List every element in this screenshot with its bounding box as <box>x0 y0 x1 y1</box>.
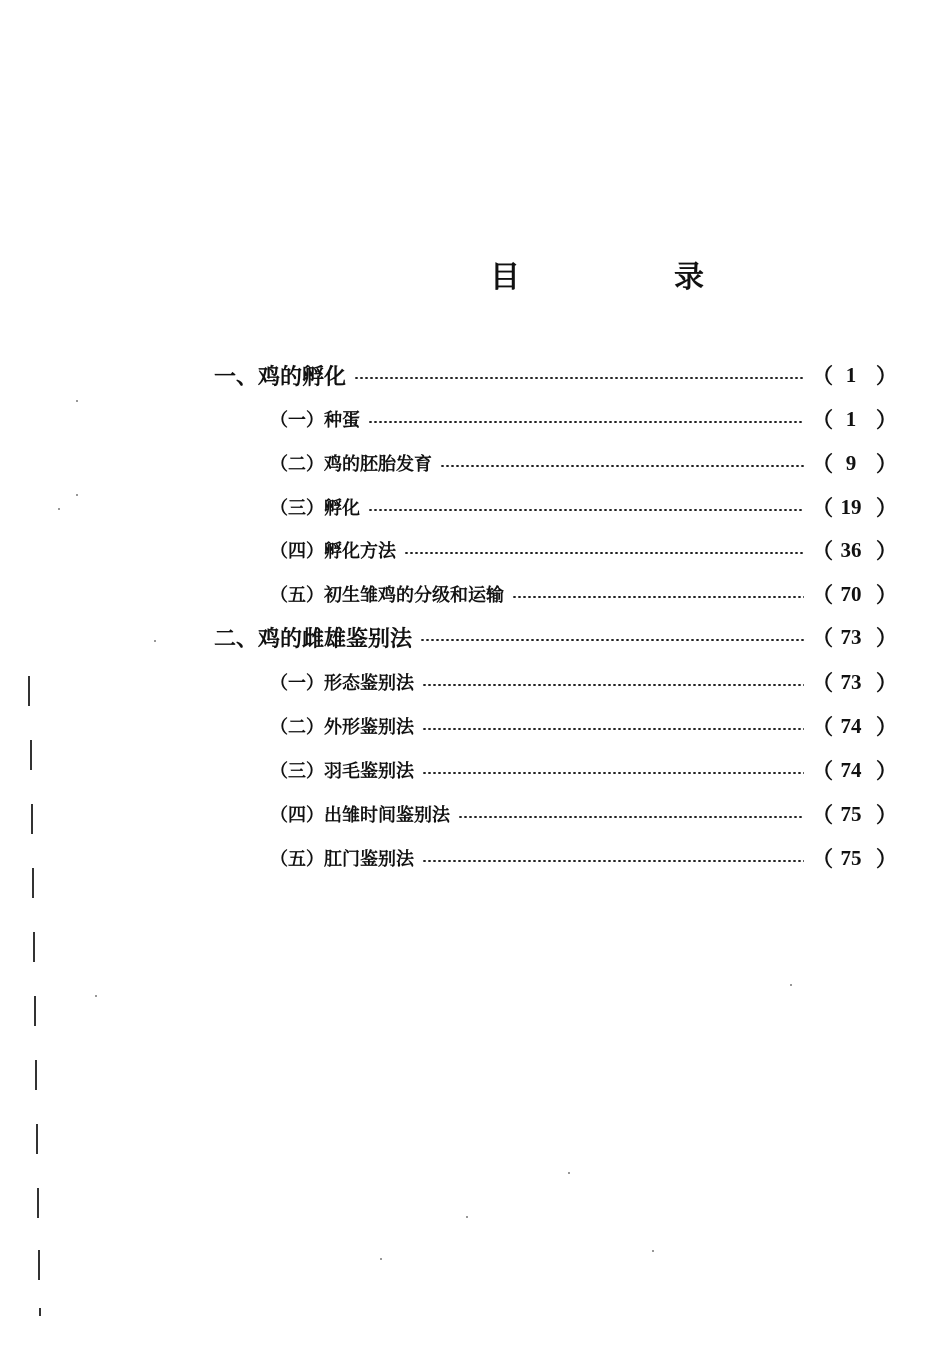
close-paren: ） <box>876 408 897 432</box>
close-paren: ） <box>876 847 897 871</box>
close-paren: ） <box>876 671 897 695</box>
close-paren: ） <box>876 626 897 650</box>
open-paren: （ <box>812 671 833 695</box>
close-paren: ） <box>876 583 897 607</box>
toc-chapter <box>214 620 897 654</box>
binding-mark <box>39 1308 41 1316</box>
toc-section <box>270 577 897 611</box>
toc-page-number: 36 <box>840 537 862 562</box>
scan-speck <box>380 1258 382 1260</box>
toc-page-ref <box>812 622 897 652</box>
toc-section <box>270 797 897 831</box>
toc-page-ref <box>812 579 897 609</box>
toc-page-ref <box>812 448 897 478</box>
close-paren: ） <box>876 759 897 783</box>
open-paren: （ <box>812 803 833 827</box>
toc-page-ref <box>812 711 897 741</box>
binding-mark <box>36 1124 38 1154</box>
toc-page-ref <box>812 492 897 522</box>
toc-entry-label: （四）孵化方法 <box>270 541 396 562</box>
scan-speck <box>466 1216 468 1218</box>
toc-page-number: 70 <box>840 581 862 606</box>
scan-speck <box>568 1172 570 1174</box>
toc-entry-label: （一）种蛋 <box>270 410 360 431</box>
scan-speck <box>76 494 78 496</box>
binding-mark <box>38 1250 40 1280</box>
dot-leader <box>368 509 804 511</box>
binding-mark <box>34 996 36 1026</box>
open-paren: （ <box>812 452 833 476</box>
close-paren: ） <box>876 496 897 520</box>
toc-page-number: 9 <box>845 450 857 475</box>
binding-mark <box>30 740 32 770</box>
toc-section <box>270 709 897 743</box>
toc-page-number: 75 <box>840 801 862 826</box>
toc-page-ref <box>812 843 897 873</box>
toc-entry-label: （五）初生雏鸡的分级和运输 <box>270 585 504 606</box>
toc-page-number: 74 <box>840 713 862 738</box>
toc-page-number: 75 <box>840 845 862 870</box>
toc-entry-label: （四）出雏时间鉴别法 <box>270 805 450 826</box>
open-paren: （ <box>812 539 833 563</box>
dot-leader <box>422 684 804 686</box>
close-paren: ） <box>876 539 897 563</box>
toc-entry-label: （二）外形鉴别法 <box>270 717 414 738</box>
toc-entry-label: （三）羽毛鉴别法 <box>270 761 414 782</box>
open-paren: （ <box>812 847 833 871</box>
binding-mark <box>33 932 35 962</box>
toc-page-ref <box>812 535 897 565</box>
toc-section <box>270 665 897 699</box>
toc-page-ref <box>812 667 897 697</box>
close-paren: ） <box>876 452 897 476</box>
dot-leader <box>354 377 804 379</box>
dot-leader <box>440 465 804 467</box>
toc-entry-label: （三）孵化 <box>270 498 360 519</box>
dot-leader <box>512 596 804 598</box>
scan-speck <box>58 508 60 510</box>
toc-page-ref <box>812 404 897 434</box>
dot-leader <box>420 639 804 641</box>
dot-leader <box>368 421 804 423</box>
toc-entry-label: （五）肛门鉴别法 <box>270 849 414 870</box>
open-paren: （ <box>812 715 833 739</box>
open-paren: （ <box>812 583 833 607</box>
toc-page-ref <box>812 360 897 390</box>
toc-section <box>270 446 897 480</box>
toc-page-ref <box>812 755 897 785</box>
binding-mark <box>28 676 30 706</box>
toc-entry-label: （一）形态鉴别法 <box>270 673 414 694</box>
toc-page-number: 1 <box>845 406 857 431</box>
toc-page-number: 74 <box>840 757 862 782</box>
close-paren: ） <box>876 364 897 388</box>
toc-section <box>270 402 897 436</box>
open-paren: （ <box>812 408 833 432</box>
scan-speck <box>76 400 78 402</box>
binding-mark <box>31 804 33 834</box>
toc-section <box>270 490 897 524</box>
toc-page-ref <box>812 799 897 829</box>
toc-chapter <box>214 358 897 392</box>
close-paren: ） <box>876 715 897 739</box>
open-paren: （ <box>812 496 833 520</box>
toc-page-number: 73 <box>840 669 862 694</box>
toc-page-number: 1 <box>845 362 857 387</box>
dot-leader <box>404 552 804 554</box>
toc-page-number: 73 <box>840 624 862 649</box>
binding-mark <box>37 1188 39 1218</box>
page-title: 目 录 <box>490 260 766 295</box>
toc-section <box>270 841 897 875</box>
toc-entry-label: （二）鸡的胚胎发育 <box>270 454 432 475</box>
dot-leader <box>422 772 804 774</box>
toc-entry-label: 一、鸡的孵化 <box>214 363 347 390</box>
close-paren: ） <box>876 803 897 827</box>
toc-section <box>270 753 897 787</box>
open-paren: （ <box>812 759 833 783</box>
scan-speck <box>790 984 792 986</box>
scan-speck <box>652 1250 654 1252</box>
binding-mark <box>32 868 34 898</box>
toc-entry-label: 二、鸡的雌雄鉴别法 <box>214 625 413 652</box>
dot-leader <box>422 728 804 730</box>
open-paren: （ <box>812 364 833 388</box>
binding-mark <box>35 1060 37 1090</box>
scan-speck <box>95 995 97 997</box>
dot-leader <box>458 816 804 818</box>
toc-section <box>270 533 897 567</box>
dot-leader <box>422 860 804 862</box>
open-paren: （ <box>812 626 833 650</box>
toc-page-number: 19 <box>840 494 862 519</box>
scan-speck <box>154 640 156 642</box>
